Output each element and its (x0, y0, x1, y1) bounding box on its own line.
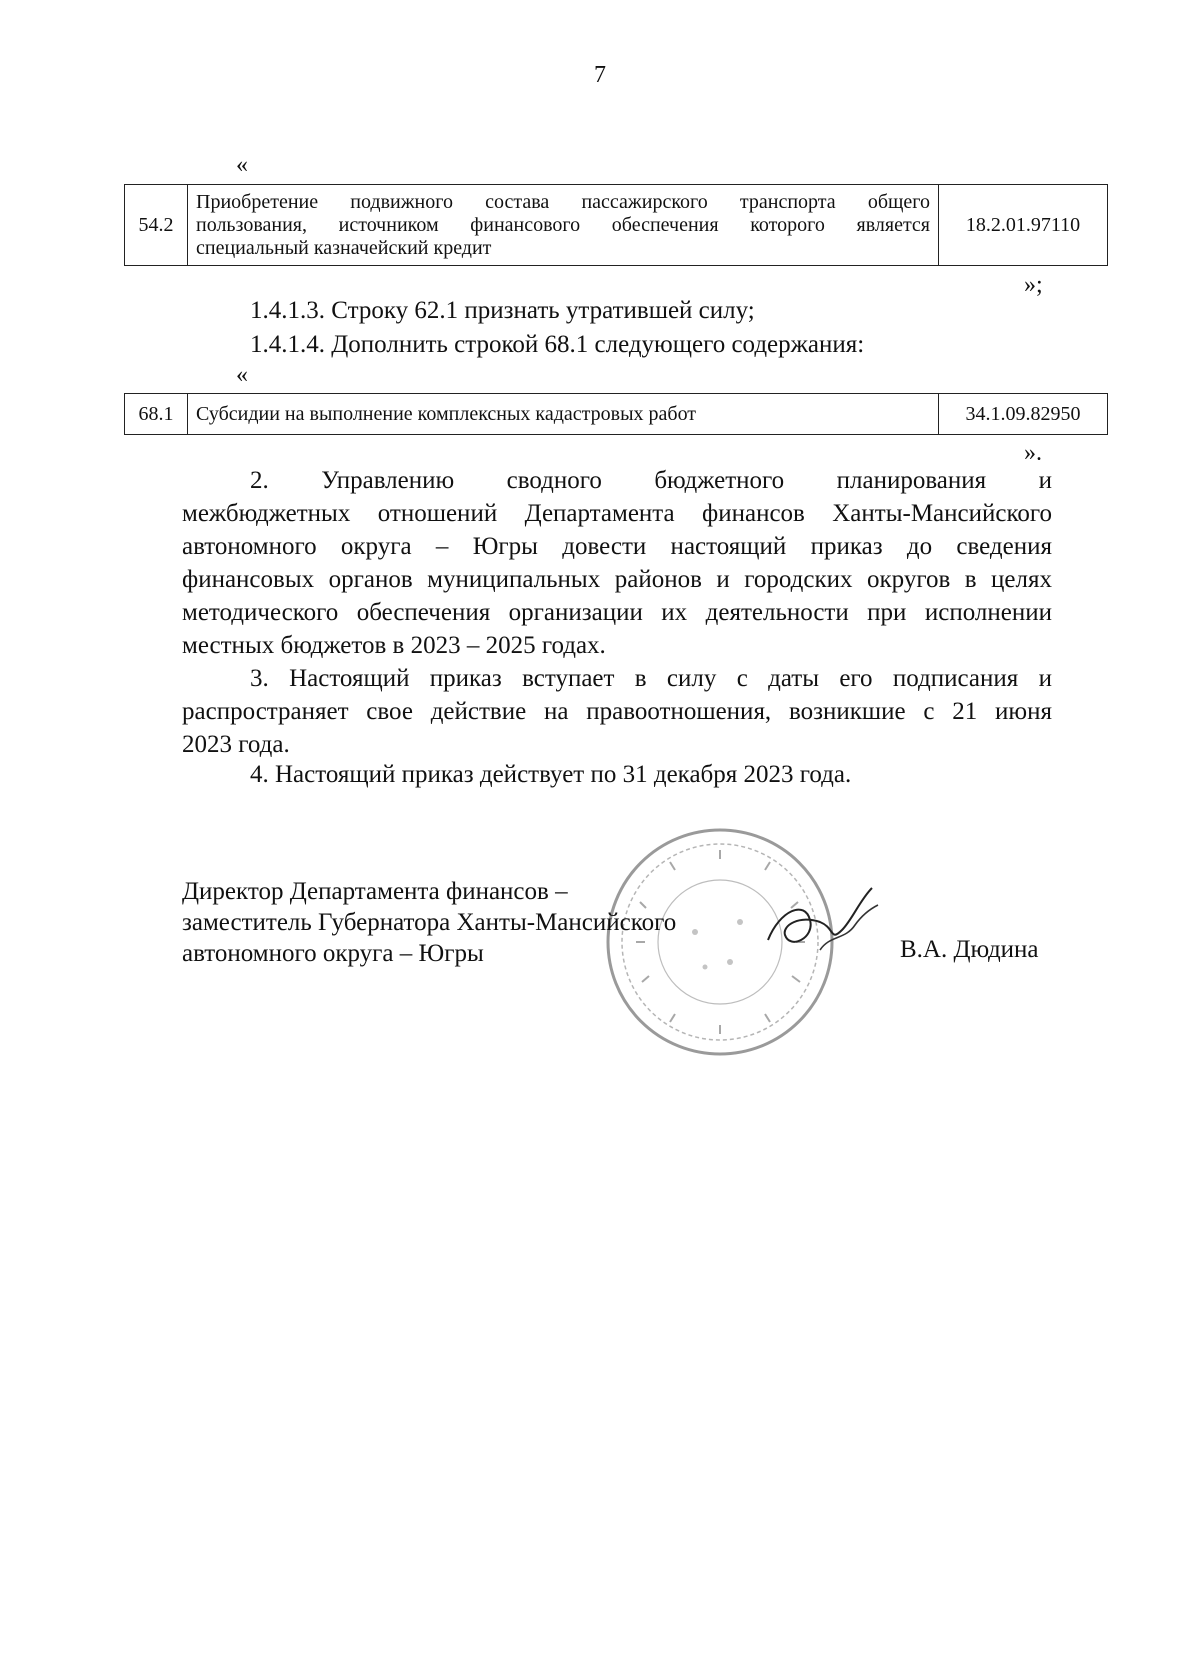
paragraph-line: распространяет свое действие на правоотношения, возникшие с 21 июня (182, 698, 1052, 725)
paragraph-line: местных бюджетов в 2023 – 2025 годах. (182, 632, 606, 659)
paragraph-line: автономного округа – Югры довести настоящий приказ до сведения (182, 533, 1052, 560)
row-number: 54.2 (125, 185, 188, 266)
row-description: Субсидии на выполнение комплексных кадастровых работ (188, 394, 939, 435)
description-line: пользования, источником финансового обеспечения которого является (196, 213, 930, 236)
signatory-title-line: автономного округа – Югры (182, 940, 484, 967)
description-line: Приобретение подвижного состава пассажирского транспорта общего (196, 190, 930, 213)
signatory-title-line: заместитель Губернатора Ханты-Мансийского (182, 909, 677, 936)
paragraph-line: 3. Настоящий приказ вступает в силу с даты его подписания и (250, 665, 1052, 692)
table-row-54-2 (124, 184, 1108, 266)
paragraph-line: финансовых органов муниципальных районов и городских округов в целях (182, 566, 1052, 593)
paragraph-3 (182, 662, 1052, 761)
handwritten-signature (760, 880, 890, 970)
paragraph-2 (182, 464, 1052, 662)
signatory-title-line: Директор Департамента финансов – (182, 878, 568, 905)
close-quote-2: ». (1024, 440, 1042, 466)
paragraph-line: 2. Управлению сводного бюджетного планирования и (250, 467, 1052, 494)
signatory-name: В.А. Дюдина (900, 936, 1039, 963)
item-1-4-1-3: 1.4.1.3. Строку 62.1 признать утратившей силу; (250, 297, 755, 324)
item-1-4-1-4: 1.4.1.4. Дополнить строкой 68.1 следующего содержания: (250, 331, 865, 358)
open-quote-1: « (236, 152, 248, 178)
close-quote-1: »; (1024, 272, 1043, 298)
open-quote-2: « (236, 362, 248, 388)
paragraph-line: методического обеспечения организации их деятельности при исполнении (182, 599, 1052, 626)
paragraph-line: межбюджетных отношений Департамента финансов Ханты-Мансийского (182, 500, 1052, 527)
paragraph-line: 2023 года. (182, 731, 290, 758)
row-code: 34.1.09.82950 (939, 394, 1108, 435)
row-code: 18.2.01.97110 (939, 185, 1108, 266)
page-number: 7 (594, 62, 606, 88)
paragraph-4: 4. Настоящий приказ действует по 31 декабря 2023 года. (250, 761, 852, 788)
row-number: 68.1 (125, 394, 188, 435)
row-description (188, 185, 939, 266)
table-row-68-1 (124, 393, 1108, 435)
signatory-title (182, 876, 742, 969)
description-line: специальный казначейский кредит (196, 236, 492, 259)
